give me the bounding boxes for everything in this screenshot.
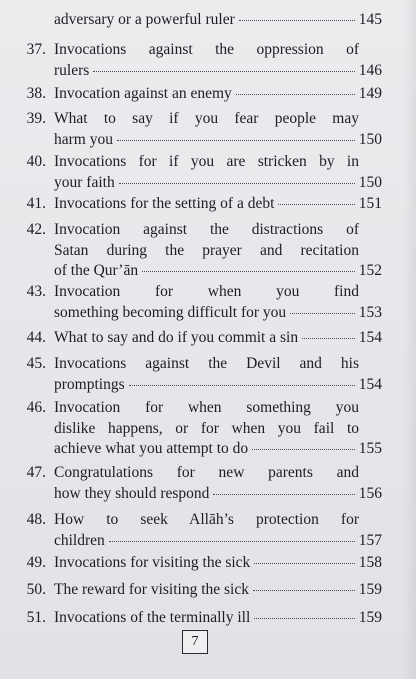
toc-entry-title-line: children	[54, 531, 105, 549]
toc-entry-title-line: Invocations for the setting of a debt	[54, 195, 275, 212]
toc-entry-title-line: Invocations for visiting the sick	[54, 554, 251, 571]
toc-entry-title-last-line	[54, 484, 359, 505]
toc-entry-title	[54, 608, 359, 629]
toc-entry-title	[54, 510, 359, 551]
toc-entry-page: 150	[358, 130, 382, 148]
dot-leader	[239, 18, 355, 21]
dot-leader	[117, 138, 355, 141]
toc-entry-title-line: How to seek Allāh’s protection for	[54, 511, 359, 528]
toc-entry-page: 158	[358, 554, 382, 571]
toc-entry-page: 153	[358, 303, 382, 321]
toc-entry-title-line: achieve what you attempt to do	[54, 440, 249, 457]
toc-entry-title	[54, 109, 359, 150]
toc-entry-page: 156	[358, 484, 382, 502]
toc-entry-number: 40.	[26, 153, 46, 170]
toc-entry-title-last-line	[54, 303, 359, 324]
toc-entry-page: 155	[358, 440, 382, 457]
toc-entry-page: 146	[358, 61, 382, 79]
toc-entry-title-line: Invocations for if you are stricken by in	[54, 153, 359, 170]
toc-entry-title	[54, 328, 359, 349]
toc-entry-number: 43.	[26, 283, 46, 300]
dot-leader	[129, 383, 355, 386]
toc-entry-title-line: promptings	[54, 375, 125, 393]
toc-entry-title-line: Invocation for when you find	[54, 283, 359, 300]
page-fold-shadow	[402, 0, 416, 679]
dot-leader	[236, 92, 355, 95]
toc-entry-page: 154	[358, 329, 382, 346]
toc-entry-title-line: The reward for visiting the sick	[54, 581, 249, 598]
toc-entry-number: 39.	[26, 110, 46, 127]
dot-leader	[290, 311, 355, 314]
toc-entry-title-line: rulers	[54, 61, 90, 79]
toc-entry-title-line: adversary or a powerful ruler	[54, 11, 235, 28]
toc-entry-title-last-line	[54, 194, 359, 215]
dot-leader	[213, 492, 355, 495]
toc-entry-title-line: how they should respond	[54, 484, 210, 502]
toc-entry-title-last-line	[54, 61, 359, 82]
toc-entry-title-last-line	[54, 375, 359, 396]
toc-entry-title-last-line	[54, 531, 359, 552]
toc-entry-page: 150	[358, 173, 382, 191]
toc-entry-title-line: dislike happens, or for when you fail to	[54, 419, 359, 437]
toc-entry-title-last-line	[54, 84, 359, 105]
toc-entry-number: 47.	[26, 464, 46, 481]
toc-entry-page: 152	[358, 262, 382, 279]
dot-leader	[252, 447, 355, 450]
toc-entry-title-line: your faith	[54, 173, 115, 191]
toc-entry-number: 46.	[26, 399, 46, 416]
toc-entry-title	[54, 40, 359, 81]
toc-entry-title-line: Invocations of the terminally ill	[54, 609, 251, 626]
toc-entry-title-last-line	[54, 10, 359, 31]
toc-entry-title	[54, 398, 359, 460]
toc-entry-title-line: Invocation for when something you	[54, 399, 359, 416]
toc-entry-page: 159	[358, 609, 382, 626]
toc-entry-number: 44.	[26, 329, 46, 346]
toc-entry-page: 149	[358, 85, 382, 102]
toc-entry-number: 38.	[26, 85, 46, 102]
toc-entry-title-line: Congratulations for new parents and	[54, 464, 359, 481]
toc-entry-title-line: of the Qur’ān	[54, 262, 139, 279]
toc-entry-title	[54, 580, 359, 601]
toc-entry-number: 41.	[26, 195, 46, 212]
dot-leader	[119, 181, 355, 184]
toc-entry-title-line: What to say if you fear people may	[54, 110, 359, 127]
toc-entry-title-line: What to say and do if you commit a sin	[54, 329, 299, 346]
toc-entry-title	[54, 553, 359, 574]
toc-entry-number: 42.	[26, 221, 46, 238]
toc-entry-title	[54, 10, 359, 31]
dot-leader	[278, 202, 355, 205]
dot-leader	[254, 561, 355, 564]
toc-entry-title-line: Invocation against the distractions of	[54, 221, 359, 238]
toc-entry-title-line: Satan during the prayer and recitation	[54, 241, 359, 259]
toc-entry-title	[54, 194, 359, 215]
toc-entry-number: 49.	[26, 554, 46, 571]
toc-entry-title	[54, 220, 359, 282]
toc-entry-title	[54, 282, 359, 323]
toc-entry-page: 154	[358, 375, 382, 393]
toc-entry-title-line: something becoming difficult for you	[54, 303, 287, 321]
toc-entry-title	[54, 84, 359, 105]
toc-entry-title-last-line	[54, 580, 359, 601]
toc-entry-title-line: Invocations against the oppression of	[54, 41, 359, 58]
toc-entry-title-last-line	[54, 608, 359, 629]
toc-entry-title-line: harm you	[54, 130, 113, 148]
toc-entry-title-last-line	[54, 261, 359, 282]
toc-entry-number: 50.	[26, 581, 46, 598]
toc-entry-number: 48.	[26, 511, 46, 528]
toc-entry-page: 151	[358, 195, 382, 212]
toc-entry-title-line: Invocations against the Devil and his	[54, 355, 359, 372]
dot-leader	[254, 616, 355, 619]
dot-leader	[109, 539, 355, 542]
toc-entry-number: 45.	[26, 355, 46, 372]
dot-leader	[93, 69, 355, 72]
toc-entry-number: 37.	[26, 41, 46, 58]
dot-leader	[253, 588, 355, 591]
toc-entry-page: 159	[358, 581, 382, 598]
toc-entry-page: 145	[358, 11, 382, 28]
toc-entry-title	[54, 463, 359, 504]
toc-entry-number: 51.	[26, 609, 46, 626]
dot-leader	[142, 269, 355, 272]
toc-entry-title-last-line	[54, 328, 359, 349]
page-number-box: 7	[182, 630, 208, 654]
toc-entry-title-last-line	[54, 130, 359, 151]
dot-leader	[302, 336, 355, 339]
toc-entry-title	[54, 354, 359, 395]
toc-entry-title-line: Invocation against an enemy	[54, 85, 232, 102]
toc-entry-title-last-line	[54, 173, 359, 194]
toc-entry-title-last-line	[54, 553, 359, 574]
toc-entry-title-last-line	[54, 439, 359, 460]
toc-entry-page: 157	[358, 531, 382, 549]
toc-entry-title	[54, 152, 359, 193]
